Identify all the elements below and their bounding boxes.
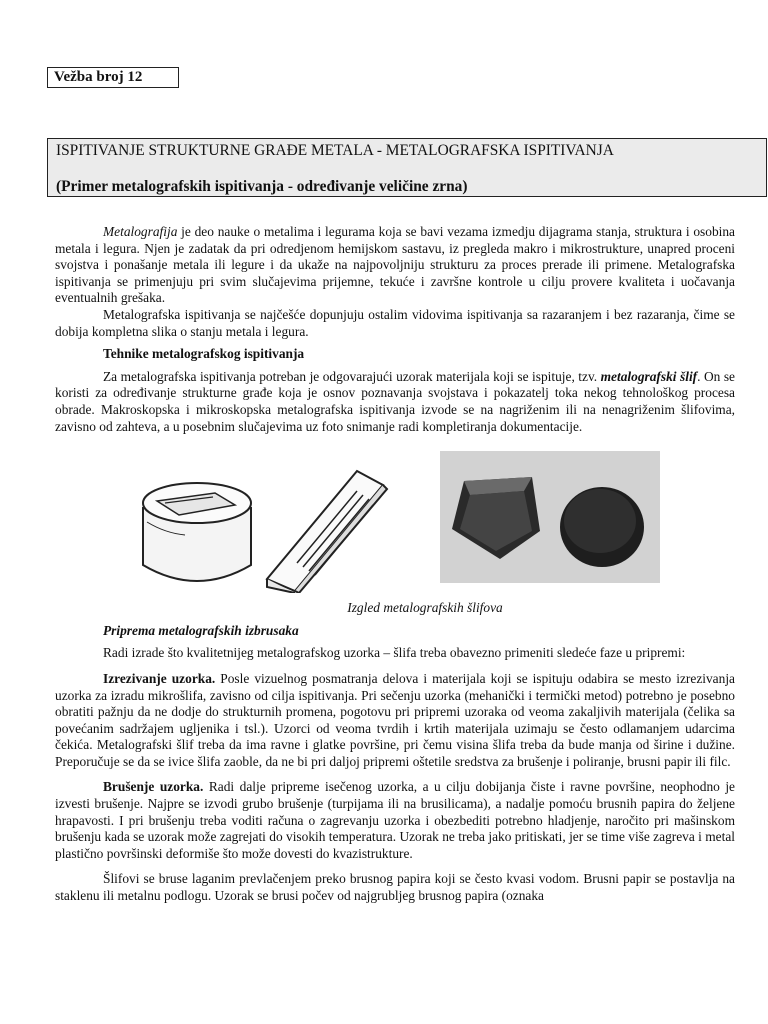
techniques-paragraph: Za metalografska ispitivanja potreban je odgovarajući uzorak materijala koji se ispituje, tzv. metalografski šlif. On se koristi za određivanje strukturne građe koja je osnov poznavanja svojstava i pokazatelj toka nekog tehnološkog procesa obrade. Makroskopska i mikroskopska metalografska ispitivanja izvode se na nagriženim ili na nenagriženim šlifovima, zavisno od zahteva, a u posebnim slučajevima uz foto snimanje radi kompletiranja dokumentacije.	[55, 368, 735, 434]
specimen-photo	[440, 451, 660, 583]
term-metalografski-slif: metalografski šlif	[600, 368, 698, 384]
figure-caption: Izgled metalografskih šlifova	[347, 600, 503, 616]
grinding-paragraph: Brušenje uzorka. Radi dalje pripreme isečenog uzorka, a u cilju dobijanja čiste i ravne površine, neophodno je izvesti brušenje. Najpre se izvodi grubo brušenje (turpijama ili na brusilicama), a nadalje pomoću brusnih papira do željene hrapavosti. I pri brušenju treba voditi računa o zagrevanju uzorka i obezbediti potrebno hladjenje, naročito pri mašinskom brušenju kada se uzorak može zagrejati do visokih temperatura. Uzorak ne treba jako pritiskati, jer se time više zagreva i metal plastično površinski deformiše što može dovesti do kvazistrukture.	[55, 779, 735, 861]
specimen-drawing	[135, 467, 445, 593]
round-specimen-photo	[560, 487, 644, 567]
intro-paragraph-1: Metalografija je deo nauke o metalima i legurama koja se bavi vezama izmedju dijagrama stanja, struktura i osobina metala i legura. Njen je zadatak da pri odredjenom hemijskom sastavu, iz pregleda makro i mikrostrukture, unapred proceni svojstva i ponašanje metala ili legure i da ukaže na najpovoljniju strukturu za proces prerade ili primene. Metalografska ispitivanja se primenjuju pri svim slučajevima prijemne, tekuće i završne kontrole u cilju provere kvaliteta i uočavanja eventualnih grešaka.	[55, 224, 735, 306]
preparation-intro: Radi izrade što kvalitetnijeg metalografskog uzorka – šlifa treba obavezno primeniti sledeće faze u pripremi:	[103, 645, 686, 661]
section-heading-preparation: Priprema metalografskih izbrusaka	[103, 622, 299, 638]
grinding-paper-paragraph: Šlifovi se bruse laganim prevlačenjem preko brusnog papira koji se često kvasi vodom. Brusni papir se postavlja na staklenu ili metalnu podlogu. Uzorak se brusi počev od najgrubljeg brusnog papira (oznaka	[55, 871, 735, 904]
block-specimen-drawing	[267, 471, 387, 593]
section-heading-techniques: Tehnike metalografskog ispitivanja	[103, 346, 305, 362]
intro-paragraph-2: Metalografska ispitivanja se najčešće dopunjuju ostalim vidovima ispitivanja sa razaranjem i bez razaranja, čime se dobija kompletna slika o stanju metala i legura.	[55, 306, 735, 339]
term-brusenje: Brušenje uzorka.	[103, 779, 204, 795]
document-title: ISPITIVANJE STRUKTURNE GRAĐE METALA - METALOGRAFSKA ISPITIVANJA	[56, 142, 614, 159]
term-metalografija: Metalografija	[103, 224, 178, 239]
term-izrezivanje: Izrezivanje uzorka.	[103, 670, 216, 686]
title-box	[47, 138, 767, 197]
cutting-paragraph: Izrezivanje uzorka. Posle vizuelnog posmatranja delova i materijala koji se ispituju odabira se mesto izrezivanja uzorka za izradu mikrošlifa, zavisno od cilja ispitivanja. Pri sečenju uzorka (mehanički i termički metod) potrebno je posebno obratiti pažnju da ne dodje do strukturnih promena, pogotovu pri pripremi uzoraka od veoma zakaljivih materijala (čelika sa povećanim sadržajem ugljenika i tsl.). Uzorci od veoma tvrdih i krtih materijala uzimaju se često odlamanjem udarcima čekića. Metalografski šlif treba da ima ravne i glatke površine, pri čemu visina šlifa treba da bude manja od širine i dužine. Preporučuje se da se ivice šlifa zaoble, da ne bi pri daljoj pripremi oštetile sredstva za brušenje i poliranje, brusni papir ili filc.	[55, 670, 735, 769]
exercise-number-box: Vežba broj 12	[47, 67, 179, 88]
document-body	[55, 224, 735, 905]
cylinder-specimen-drawing	[143, 483, 251, 581]
specimen-figure	[55, 451, 735, 596]
document-subtitle: (Primer metalografskih ispitivanja - određivanje veličine zrna)	[56, 178, 468, 195]
